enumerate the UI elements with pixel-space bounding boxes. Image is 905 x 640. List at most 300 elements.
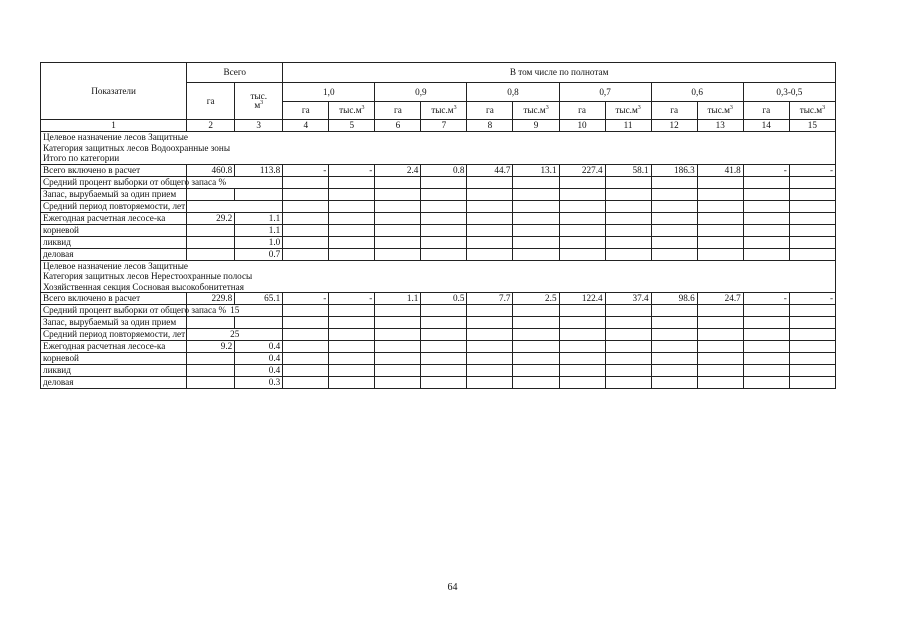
empty-cell: [559, 200, 605, 212]
value-cell: [375, 212, 421, 224]
table-row: [41, 341, 836, 353]
total-volume-header: тыс. $м^3$: [235, 83, 283, 120]
value-cell: 44.7: [467, 164, 513, 176]
value-cell: [605, 248, 651, 260]
value-cell: [187, 224, 235, 236]
value-cell: 0.4: [235, 365, 283, 377]
value-cell: [283, 236, 329, 248]
value-cell: [789, 353, 835, 365]
value-cell: 1.1: [235, 224, 283, 236]
value-cell: [329, 341, 375, 353]
table-row: [41, 365, 836, 377]
volume-unit-bottom: м: [254, 100, 261, 110]
value-cell: [513, 224, 559, 236]
value-cell: [559, 353, 605, 365]
value-cell: [513, 248, 559, 260]
value-cell: [559, 188, 605, 200]
value-cell: [651, 188, 697, 200]
value-cell: [421, 341, 467, 353]
column-number: 15: [789, 120, 835, 132]
empty-cell: [421, 305, 467, 317]
value-cell: [651, 212, 697, 224]
value-cell: -: [743, 164, 789, 176]
value-cell: [375, 365, 421, 377]
empty-cell: [605, 329, 651, 341]
value-cell: [789, 236, 835, 248]
value-cell: 186.3: [651, 164, 697, 176]
value-cell: [467, 317, 513, 329]
value-cell: [559, 341, 605, 353]
empty-cell: [789, 176, 835, 188]
empty-cell: [329, 200, 375, 212]
value-cell: [421, 248, 467, 260]
value-cell: [605, 353, 651, 365]
value-cell: [743, 248, 789, 260]
table-row: [41, 176, 836, 188]
row-label: Ежегодная расчетная лесосе-ка: [41, 212, 187, 224]
empty-cell: [559, 329, 605, 341]
value-cell: [513, 353, 559, 365]
section-heading-line: Целевое назначение лесов Защитные: [43, 132, 188, 142]
empty-cell: [283, 305, 329, 317]
section-heading: [41, 132, 836, 165]
value-cell: [421, 236, 467, 248]
value-cell: [329, 212, 375, 224]
value-cell: [329, 377, 375, 389]
value-cell: -: [283, 293, 329, 305]
density-group-5: 0,6: [651, 83, 743, 102]
row-label: Всего включено в расчет: [41, 293, 187, 305]
value-cell: 13.1: [513, 164, 559, 176]
value-cell: [329, 248, 375, 260]
row-label: корневой: [41, 224, 187, 236]
value-cell: [513, 212, 559, 224]
table-row: [41, 224, 836, 236]
empty-cell: [697, 329, 743, 341]
value-cell: 229.8: [187, 293, 235, 305]
empty-cell: [513, 176, 559, 188]
value-cell: [283, 365, 329, 377]
value-cell: 0.5: [421, 293, 467, 305]
column-number: 3: [235, 120, 283, 132]
value-cell: [559, 377, 605, 389]
value-cell: [329, 365, 375, 377]
value-cell: [513, 236, 559, 248]
empty-cell: [375, 329, 421, 341]
value-cell: -: [329, 293, 375, 305]
empty-cell: [697, 200, 743, 212]
density-group-2: 0,9: [375, 83, 467, 102]
value-cell: 0.7: [235, 248, 283, 260]
value-cell: [789, 212, 835, 224]
empty-cell: [789, 200, 835, 212]
value-cell: [559, 224, 605, 236]
value-cell: 37.4: [605, 293, 651, 305]
value-cell: [743, 317, 789, 329]
value-cell: [697, 377, 743, 389]
value-cell: [187, 236, 235, 248]
value-cell: [743, 377, 789, 389]
value-cell: [467, 188, 513, 200]
value-cell: -: [789, 293, 835, 305]
table-row: [41, 305, 836, 317]
empty-cell: [605, 305, 651, 317]
empty-cell: [467, 329, 513, 341]
value-cell: [697, 317, 743, 329]
value-cell: -: [743, 293, 789, 305]
value-cell: [789, 317, 835, 329]
value-cell: [559, 317, 605, 329]
value-cell: [187, 353, 235, 365]
empty-cell: [605, 176, 651, 188]
value-cell: 98.6: [651, 293, 697, 305]
value-cell: [187, 248, 235, 260]
value-cell: [559, 236, 605, 248]
value-cell: [329, 317, 375, 329]
empty-cell: [605, 200, 651, 212]
unit-volume-text: тыс.м: [431, 105, 454, 115]
value-cell: [467, 341, 513, 353]
value-cell: 1.0: [235, 236, 283, 248]
value-cell: [283, 248, 329, 260]
unit-ha: га: [375, 101, 421, 120]
value-cell: [697, 212, 743, 224]
value-cell: [697, 188, 743, 200]
table-header: [41, 63, 836, 132]
unit-volume-text: тыс.м: [707, 105, 730, 115]
value-cell: [789, 224, 835, 236]
value-cell: [513, 341, 559, 353]
unit-ha: га: [283, 101, 329, 120]
unit-ha: га: [467, 101, 513, 120]
page-number: 64: [447, 582, 458, 593]
value-cell: [605, 224, 651, 236]
table-row: [41, 212, 836, 224]
value-cell: [235, 188, 283, 200]
section-heading-line: Целевое назначение лесов Защитные: [43, 260, 188, 271]
value-cell: [467, 353, 513, 365]
row-label: деловая: [41, 377, 187, 389]
density-group-3: 0,8: [467, 83, 559, 102]
section-heading: [41, 260, 836, 293]
value-cell: [605, 236, 651, 248]
row-label: Средний процент выборки от общего запаса %: [41, 305, 187, 317]
value-cell: 65.1: [235, 293, 283, 305]
value-cell: [283, 377, 329, 389]
row-label: деловая: [41, 248, 187, 260]
empty-cell: [421, 200, 467, 212]
value-cell: 460.8: [187, 164, 235, 176]
empty-cell: [513, 305, 559, 317]
value-cell: [421, 224, 467, 236]
value-cell: [329, 236, 375, 248]
value-cell: 0.8: [421, 164, 467, 176]
unit-volume-text: тыс.м: [615, 105, 638, 115]
empty-cell: [743, 329, 789, 341]
value-cell: [605, 365, 651, 377]
value-cell: -: [329, 164, 375, 176]
value-cell: [467, 224, 513, 236]
table-row: [41, 164, 836, 176]
density-group-6: 0,3-0,5: [743, 83, 835, 102]
section-heading-row: [41, 132, 836, 165]
empty-cell: [329, 329, 375, 341]
value-cell: [283, 212, 329, 224]
value-cell: [559, 212, 605, 224]
value-cell: [789, 188, 835, 200]
row-label: Средний период повторяемости, лет: [41, 329, 187, 341]
empty-cell: [651, 329, 697, 341]
empty-cell: [697, 176, 743, 188]
value-cell: [789, 341, 835, 353]
volume-unit-top: тыс.: [250, 91, 268, 101]
value-cell: [605, 341, 651, 353]
row-label: Ежегодная расчетная лесосе-ка: [41, 341, 187, 353]
value-cell: [743, 188, 789, 200]
column-number: 6: [375, 120, 421, 132]
value-cell: [651, 224, 697, 236]
value-cell: [187, 365, 235, 377]
value-cell: [651, 341, 697, 353]
unit-volume-text: тыс.м: [339, 105, 362, 115]
empty-cell: [283, 329, 329, 341]
column-number: 9: [513, 120, 559, 132]
value-cell: [513, 365, 559, 377]
value-cell: [375, 248, 421, 260]
value-cell: 2.4: [375, 164, 421, 176]
total-ha-header: га: [187, 83, 235, 120]
unit-volume: $тыс.м^3$: [605, 101, 651, 120]
unit-volume: $тыс.м^3$: [789, 101, 835, 120]
value-cell: [789, 365, 835, 377]
value-cell: [283, 224, 329, 236]
column-number: 8: [467, 120, 513, 132]
value-cell: 0.4: [235, 341, 283, 353]
unit-ha: га: [743, 101, 789, 120]
value-cell: [421, 317, 467, 329]
unit-volume: $тыс.м^3$: [329, 101, 375, 120]
value-cell: [421, 212, 467, 224]
column-number: 1: [41, 120, 187, 132]
value-cell: [421, 188, 467, 200]
value-cell: [697, 248, 743, 260]
unit-volume: $тыс.м^3$: [697, 101, 743, 120]
empty-cell: [467, 176, 513, 188]
unit-volume: $тыс.м^3$: [513, 101, 559, 120]
total-header: Всего: [187, 63, 283, 83]
value-cell: [467, 236, 513, 248]
value-cell: [513, 377, 559, 389]
value-cell: [375, 377, 421, 389]
row-label: Запас, вырубаемый за один прием: [41, 188, 187, 200]
empty-cell: [375, 176, 421, 188]
row-label: Запас, вырубаемый за один прием: [41, 317, 187, 329]
section-heading-line: Хозяйственная секция Сосновая высокобонитетная: [43, 281, 244, 292]
value-cell: [697, 224, 743, 236]
row-label: Средний процент выборки от общего запаса %: [41, 176, 187, 188]
value-cell: [605, 377, 651, 389]
value-cell: [283, 353, 329, 365]
column-number: 5: [329, 120, 375, 132]
table-row: [41, 236, 836, 248]
value-cell: [375, 353, 421, 365]
empty-cell: [651, 200, 697, 212]
allowable-cut-table: [40, 62, 836, 389]
value-cell: 29.2: [187, 212, 235, 224]
value-cell: [743, 341, 789, 353]
value-cell: 227.4: [559, 164, 605, 176]
value-cell: 113.8: [235, 164, 283, 176]
value-cell: [789, 248, 835, 260]
value-cell: [329, 353, 375, 365]
value-cell: [651, 248, 697, 260]
value-cell: [651, 353, 697, 365]
empty-cell: [743, 176, 789, 188]
value-cell: [467, 248, 513, 260]
value-cell: 1.1: [235, 212, 283, 224]
value-cell: [697, 236, 743, 248]
empty-cell: [513, 329, 559, 341]
value-cell: [697, 341, 743, 353]
unit-volume-text: тыс.м: [799, 105, 823, 115]
table-row: [41, 188, 836, 200]
empty-cell: [329, 305, 375, 317]
value-cell: [743, 353, 789, 365]
unit-volume-text: тыс.м: [523, 105, 546, 115]
value-cell: [651, 236, 697, 248]
value-cell: [743, 224, 789, 236]
unit-volume: $тыс.м^3$: [421, 101, 467, 120]
value-cell: [513, 317, 559, 329]
empty-cell: [651, 305, 697, 317]
table-body: [41, 132, 836, 389]
value-cell: [605, 188, 651, 200]
value-cell: 2.5: [513, 293, 559, 305]
value-cell: [187, 377, 235, 389]
value-cell: [697, 365, 743, 377]
empty-cell: [467, 305, 513, 317]
column-number: 2: [187, 120, 235, 132]
empty-cell: [559, 305, 605, 317]
value-cell: [651, 365, 697, 377]
value-cell: [605, 212, 651, 224]
column-number: 4: [283, 120, 329, 132]
column-number: 11: [605, 120, 651, 132]
column-number: 10: [559, 120, 605, 132]
density-group-4: 0,7: [559, 83, 651, 102]
table-row: [41, 329, 836, 341]
section-heading-line: Категория защитных лесов Нерестоохранные полосы: [43, 271, 253, 281]
including-header: В том числе по полнотам: [283, 63, 836, 83]
section-heading-row: [41, 260, 836, 293]
value-cell: [743, 365, 789, 377]
value-cell: [467, 365, 513, 377]
density-group-1: 1,0: [283, 83, 375, 102]
empty-cell: [789, 305, 835, 317]
value-cell: [467, 212, 513, 224]
table-row: [41, 293, 836, 305]
value-cell: [283, 317, 329, 329]
value-cell: [605, 317, 651, 329]
value-cell: [187, 317, 235, 329]
value-cell: [235, 317, 283, 329]
value-cell: [651, 317, 697, 329]
value-cell: 41.8: [697, 164, 743, 176]
value-cell: 58.1: [605, 164, 651, 176]
column-number: 14: [743, 120, 789, 132]
value-cell: [375, 188, 421, 200]
value-cell: [329, 224, 375, 236]
empty-cell: [421, 176, 467, 188]
value-cell: [329, 188, 375, 200]
empty-cell: [421, 329, 467, 341]
empty-cell: [375, 305, 421, 317]
empty-cell: [743, 305, 789, 317]
value-cell: -: [789, 164, 835, 176]
table-row: [41, 200, 836, 212]
section-heading-line: Категория защитных лесов Водоохранные зоны: [43, 142, 230, 153]
merged-value: 15: [187, 305, 283, 317]
column-number: 12: [651, 120, 697, 132]
value-cell: [375, 341, 421, 353]
table-row: [41, 353, 836, 365]
merged-value: 25: [187, 329, 283, 341]
value-cell: 122.4: [559, 293, 605, 305]
value-cell: 1.1: [375, 293, 421, 305]
row-label: корневой: [41, 353, 187, 365]
value-cell: [421, 365, 467, 377]
row-label: ликвид: [41, 365, 187, 377]
table-row: [41, 377, 836, 389]
empty-cell: [329, 176, 375, 188]
row-label: Средний период повторяемости, лет: [41, 200, 187, 212]
empty-cell: [283, 176, 329, 188]
empty-cell: [697, 305, 743, 317]
value-cell: 9.2: [187, 341, 235, 353]
value-cell: [283, 188, 329, 200]
table-row: [41, 248, 836, 260]
value-cell: [743, 212, 789, 224]
value-cell: [187, 188, 235, 200]
merged-value: [187, 200, 283, 212]
value-cell: [421, 353, 467, 365]
value-cell: 0.3: [235, 377, 283, 389]
column-number: 7: [421, 120, 467, 132]
row-label: Всего включено в расчет: [41, 164, 187, 176]
section-heading-line: Итого по категории: [43, 153, 120, 163]
value-cell: [283, 341, 329, 353]
value-cell: [421, 377, 467, 389]
value-cell: 24.7: [697, 293, 743, 305]
empty-cell: [513, 200, 559, 212]
empty-cell: [651, 176, 697, 188]
column-number: 13: [697, 120, 743, 132]
empty-cell: [283, 200, 329, 212]
empty-cell: [743, 200, 789, 212]
table-row: [41, 317, 836, 329]
unit-ha: га: [559, 101, 605, 120]
value-cell: [651, 377, 697, 389]
value-cell: [375, 224, 421, 236]
indicators-header: Показатели: [41, 63, 187, 120]
empty-cell: [375, 200, 421, 212]
unit-ha: га: [651, 101, 697, 120]
empty-cell: [789, 329, 835, 341]
value-cell: [697, 353, 743, 365]
value-cell: 0.4: [235, 353, 283, 365]
value-cell: [743, 236, 789, 248]
value-cell: [789, 377, 835, 389]
